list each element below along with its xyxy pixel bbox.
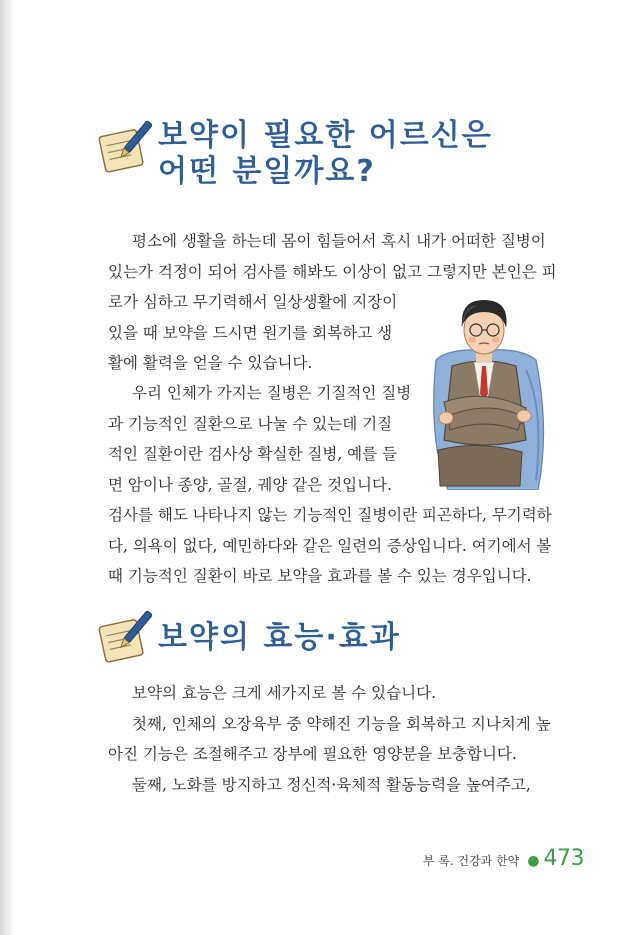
- text-line: 평소에 생활을 하는데 몸이 힘들어서 혹시 내가 어떠한 질병이: [132, 232, 546, 250]
- text-line: 있을 때 보약을 드시면 원기를 회복하고 생: [108, 323, 393, 342]
- page-number: 473: [543, 846, 584, 871]
- text-line: 우리 인체가 가지는 질병은 기질적인 질병: [132, 384, 412, 402]
- section1-title-line2: 어떤 분일까요?: [158, 154, 376, 189]
- page-footer: [423, 846, 584, 871]
- text-line: 첫째, 인체의 오장육부 중 약해진 기능을 회복하고 지나치게 높: [132, 714, 551, 733]
- section2-title: 보약의 효능·효과: [158, 620, 401, 655]
- text-line: 다, 의욕이 없다, 예민하다와 같은 일련의 증상입니다. 여기에서 볼: [108, 536, 552, 555]
- notepad-pen-icon: [96, 118, 154, 176]
- text-line: 아진 기능은 조절해주고 장부에 필요한 영양분을 보충합니다.: [108, 745, 517, 763]
- footer-section-label: 부 록. 건강과 한약: [422, 854, 520, 868]
- text-line: 보약의 효능은 크게 세가지로 볼 수 있습니다.: [132, 684, 437, 702]
- page-spine-shadow: [0, 0, 14, 935]
- text-line: 있는가 걱정이 되어 검사를 해봐도 이상이 없고 그렇지만 본인은 피: [108, 262, 557, 281]
- section1-heading: [96, 118, 493, 190]
- text-line: 때 기능적인 질환이 바로 보약을 효과를 볼 수 있는 경우입니다.: [108, 567, 532, 585]
- notepad-pen-icon: [96, 608, 154, 666]
- text-line: 활에 활력을 얻을 수 있습니다.: [108, 354, 313, 372]
- text-line: 적인 질환이란 검사상 확실한 질병, 예를 들: [108, 445, 398, 463]
- text-line: 면 암이나 종양, 골절, 궤양 같은 것입니다.: [108, 475, 392, 494]
- text-line: 과 기능적인 질환으로 나눌 수 있는데 기질: [108, 414, 393, 433]
- section2-heading: [96, 608, 401, 666]
- section2-paragraph: [108, 678, 554, 800]
- elderly-man-illustration: [418, 290, 550, 490]
- text-line: 검사를 해도 나타나지 않는 기능적인 질병이란 피곤하다, 무기력하: [108, 506, 552, 524]
- text-line: 둘째, 노화를 방지하고 정신적·육체적 활동능력을 높여주고,: [132, 775, 531, 794]
- bullet-dot-icon: ●: [527, 853, 540, 869]
- section1-title-line1: 보약이 필요한 어르신은: [158, 118, 493, 153]
- text-line: 로가 심하고 무기력해서 일상생활에 지장이: [108, 293, 398, 311]
